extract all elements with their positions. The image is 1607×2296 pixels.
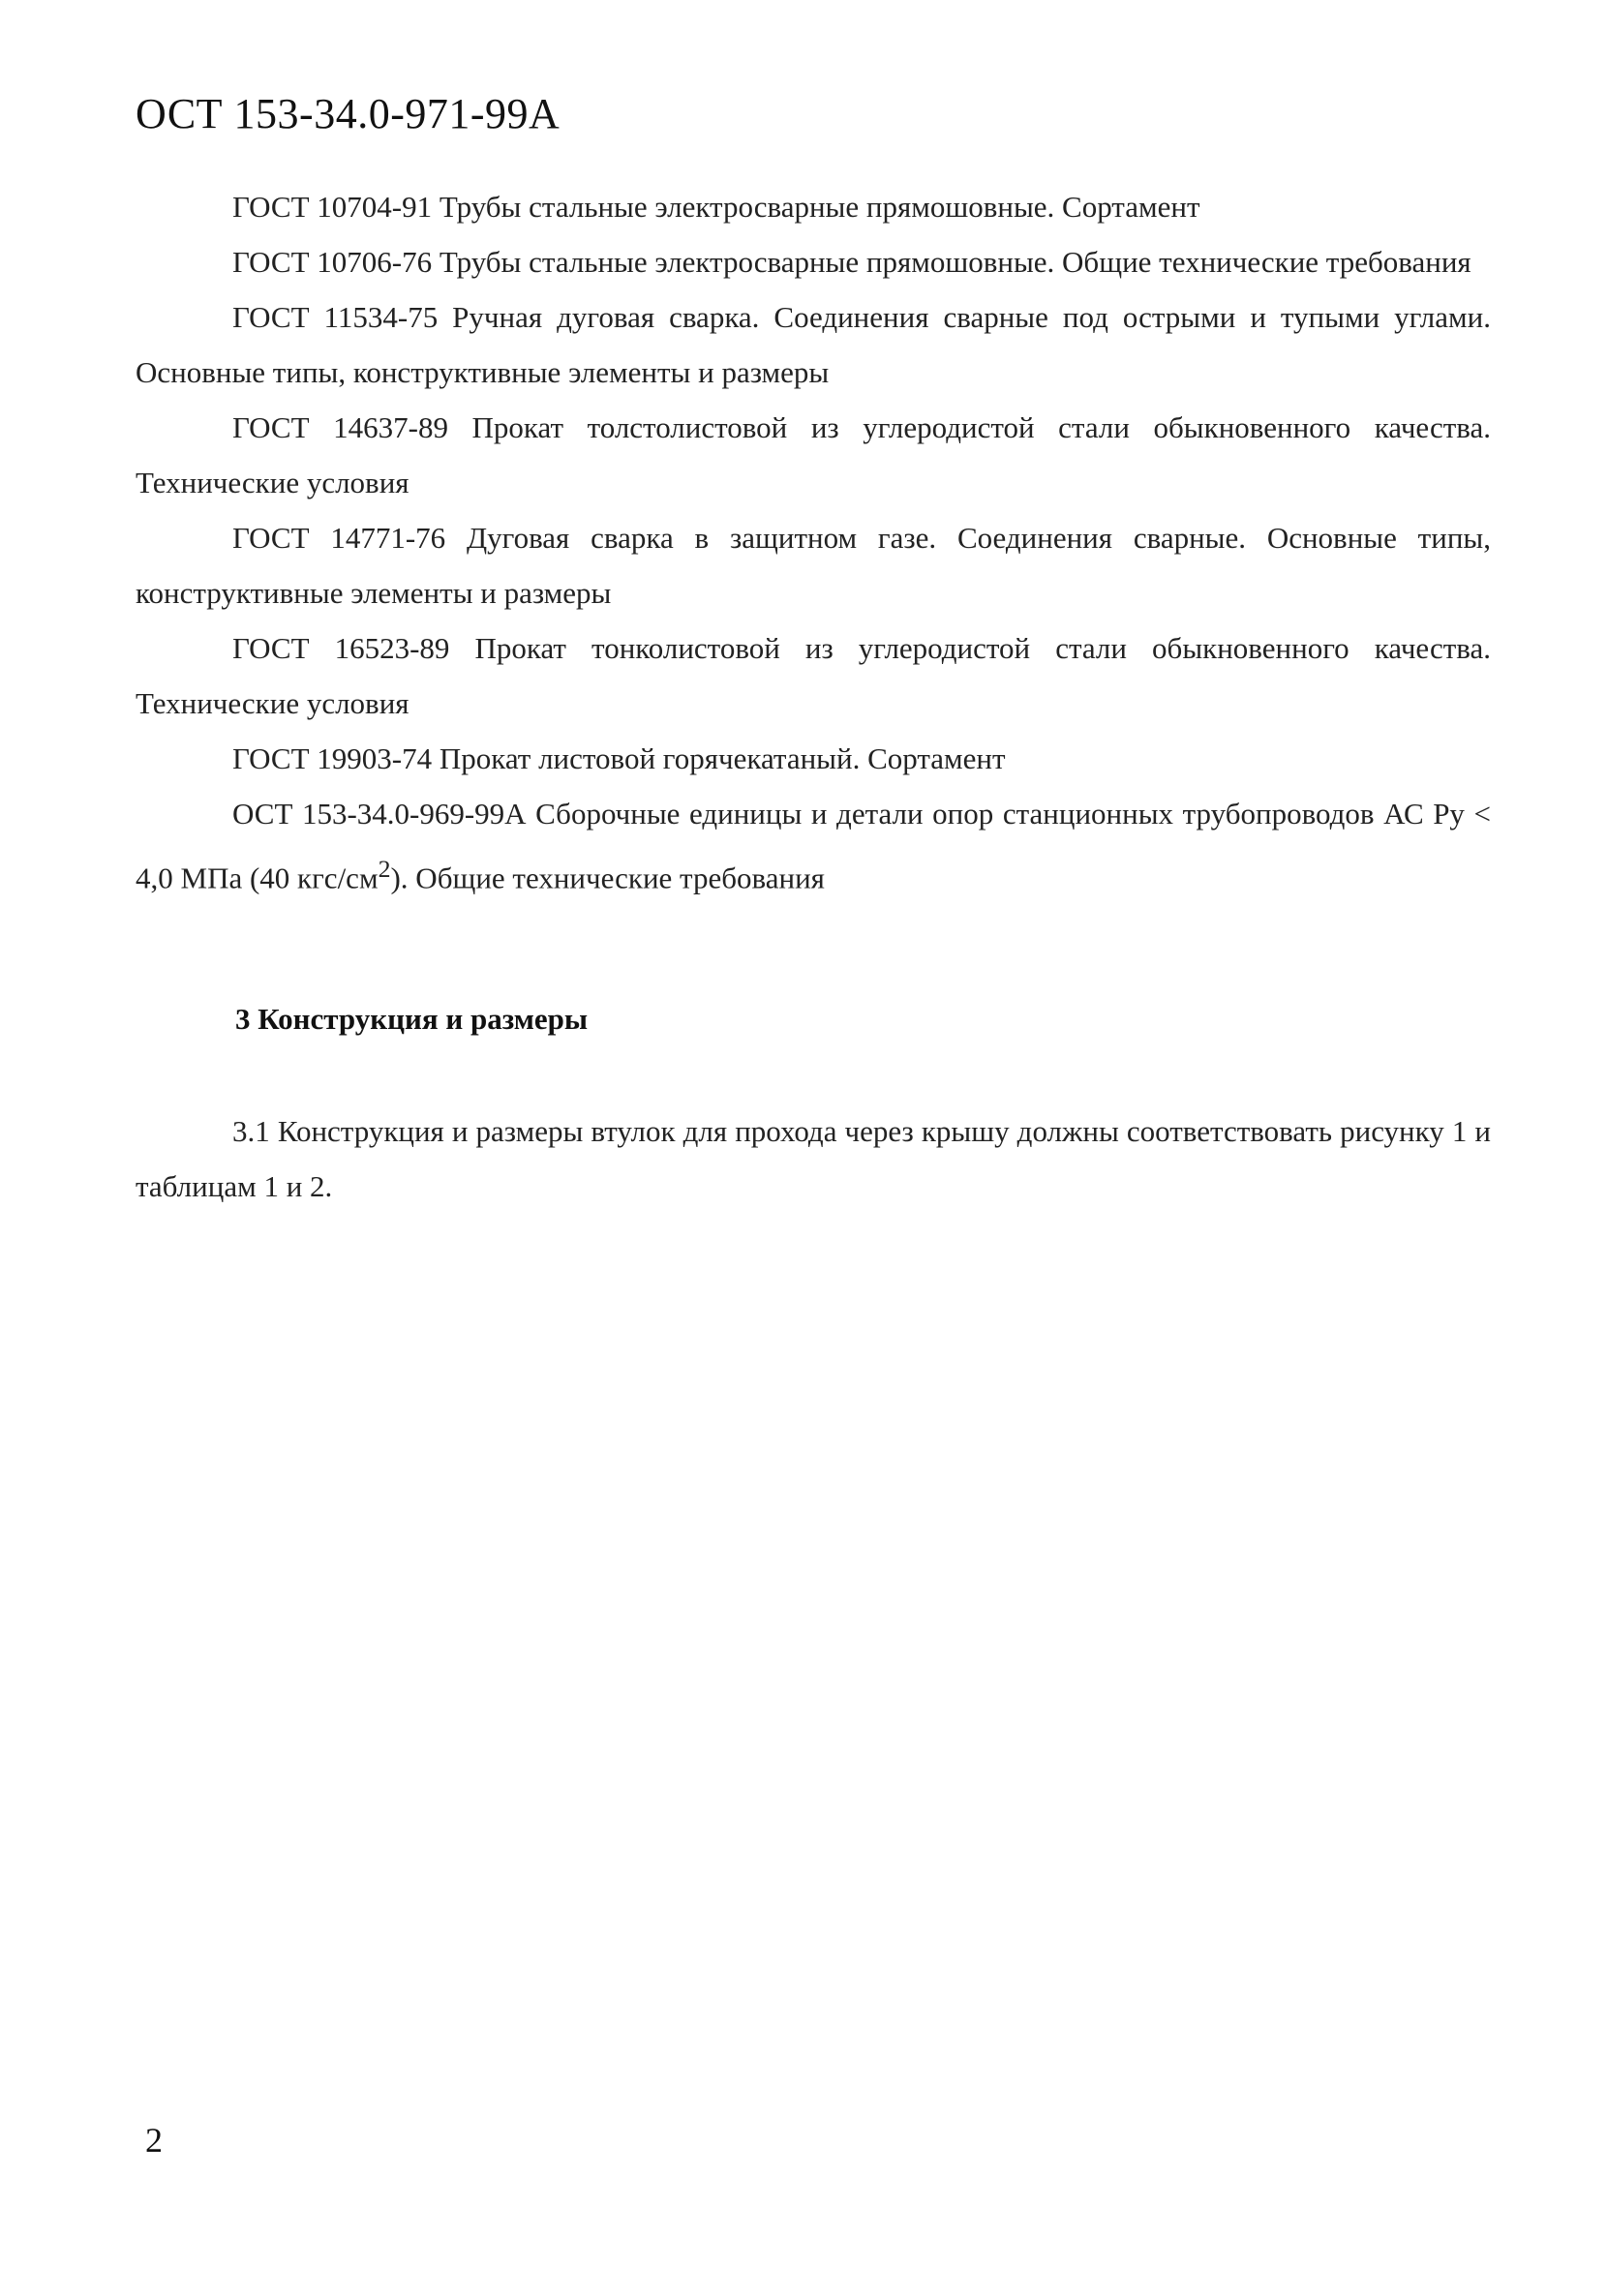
section-paragraph: 3.1 Конструкция и размеры втулок для прохода через крышу должны соответствовать рисунку 1 и таблицам 1 и 2. bbox=[136, 1114, 1491, 1203]
document-code-header: ОСТ 153-34.0-971-99А bbox=[136, 90, 561, 137]
page-number: 2 bbox=[145, 2121, 163, 2160]
superscript: 2 bbox=[378, 855, 391, 883]
reference-item: ГОСТ 11534-75 Ручная дуговая сварка. Соединения сварные под острыми и тупыми углами. Основные типы, конструктивные элементы и размеры bbox=[136, 300, 1491, 389]
reference-text-tail: ). Общие технические требования bbox=[390, 861, 825, 895]
reference-item: ГОСТ 10706-76 Трубы стальные электросварные прямошовные. Общие технические требования bbox=[232, 245, 1471, 279]
section-title: 3 Конструкция и размеры bbox=[235, 1002, 589, 1036]
reference-text: ОСТ 153-34.0-969-99А Сборочные единицы и детали опор станционных трубопроводов АС Ру < 4,0 МПа (40 кгс/см bbox=[136, 797, 1491, 895]
reference-item: ГОСТ 10704-91 Трубы стальные электросварные прямошовные. Сортамент bbox=[232, 190, 1200, 224]
reference-item: ГОСТ 16523-89 Прокат тонколистовой из углеродистой стали обыкновенного качества. Технические условия bbox=[136, 631, 1491, 720]
reference-item: ГОСТ 14771-76 Дуговая сварка в защитном газе. Соединения сварные. Основные типы, конструктивные элементы и размеры bbox=[136, 521, 1491, 610]
normative-references-list bbox=[136, 179, 1491, 905]
reference-item: ГОСТ 14637-89 Прокат толстолистовой из углеродистой стали обыкновенного качества. Технические условия bbox=[136, 410, 1491, 499]
reference-item: ГОСТ 19903-74 Прокат листовой горячекатаный. Сортамент bbox=[232, 741, 1006, 775]
reference-item-ost bbox=[136, 786, 1491, 905]
